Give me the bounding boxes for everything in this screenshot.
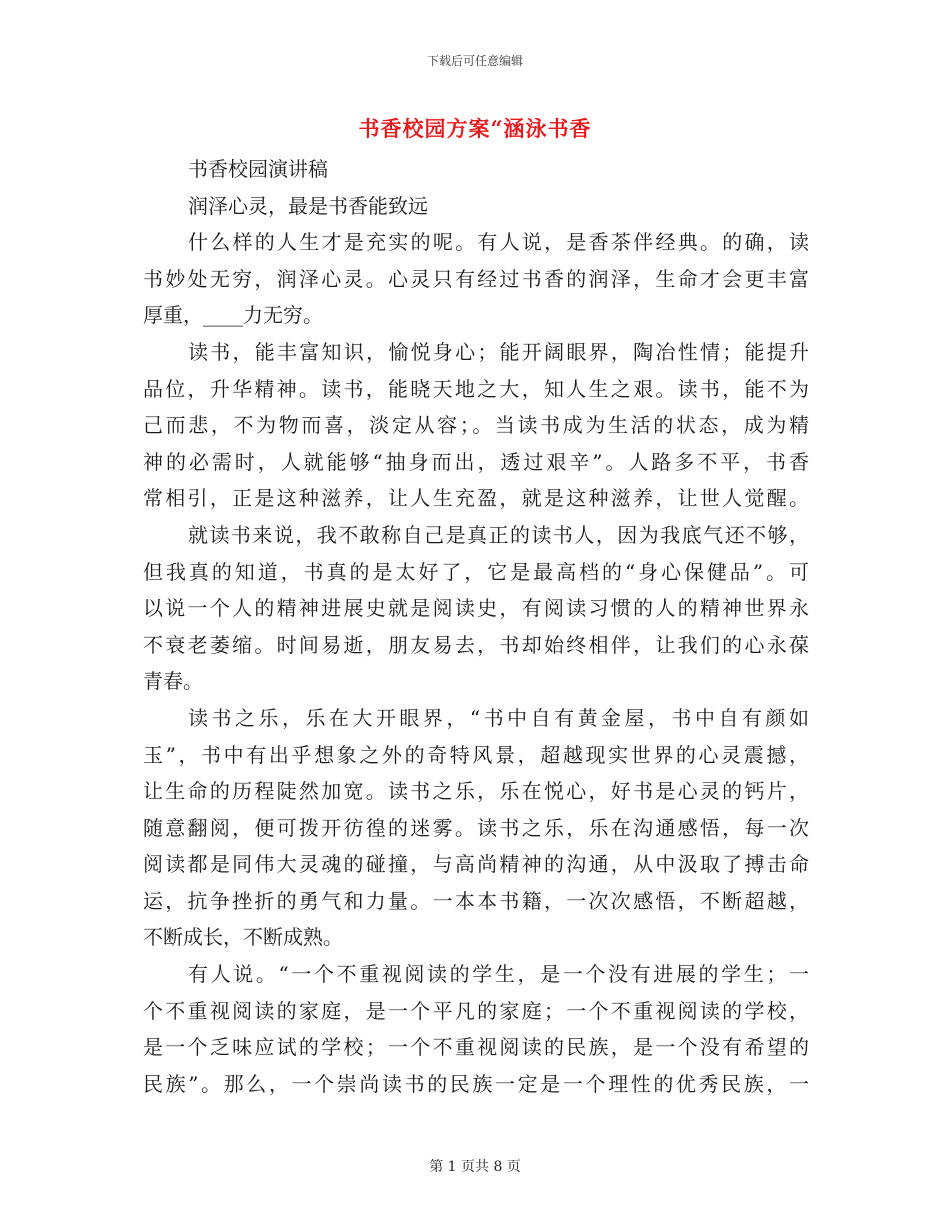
text-line: 但我真的知道，书真的是太好了，它是最高档的“身心保健品”。可	[143, 559, 809, 584]
text-line: 品位，升华精神。读书，能晓天地之大，知人生之艰。读书，能不为	[143, 376, 809, 401]
text-line: 不衰老萎缩。时间易逝，朋友易去，书却始终相伴，让我们的心永葆	[143, 632, 809, 657]
text-line: 厚重，____力无穷。	[143, 303, 323, 328]
text-line: 己而悲，不为物而喜，淡定从容；。当读书成为生活的状态，成为精	[143, 413, 809, 438]
text-line: 民族”。那么，一个崇尚读书的民族一定是一个理性的优秀民族，一	[143, 1071, 809, 1096]
document-body	[143, 151, 809, 1102]
document-title: 书香校园方案“涵泳书香	[358, 116, 592, 141]
text-line: 读书之乐，乐在大开眼界，“书中自有黄金屋，书中自有颜如	[188, 705, 809, 730]
text-line: 运，抗争挫折的勇气和力量。一本本书籍，一次次感悟，不断超越，	[143, 888, 809, 913]
text-line: 书香校园演讲稿	[188, 157, 328, 181]
text-line: 不断成长，不断成熟。	[143, 925, 343, 950]
text-line: 让生命的历程陡然加宽。读书之乐，乐在悦心，好书是心灵的钙片，	[143, 779, 809, 804]
text-line: 青春。	[143, 669, 203, 694]
text-line: 书妙处无穷，润泽心灵。心灵只有经过书香的润泽，生命才会更丰富	[143, 266, 809, 291]
text-line: 以说一个人的精神进展史就是阅读史，有阅读习惯的人的精神世界永	[143, 596, 809, 621]
text-line: 常相引，正是这种滋养，让人生充盈，就是这种滋养，让世人觉醒。	[143, 486, 809, 511]
text-line: 读书，能丰富知识，愉悦身心；能开阔眼界，陶冶性情；能提升	[188, 339, 809, 364]
text-line: 是一个乏味应试的学校；一个不重视阅读的民族，是一个没有希望的	[143, 1035, 809, 1060]
text-line: 个不重视阅读的家庭，是一个平凡的家庭；一个不重视阅读的学校，	[143, 998, 809, 1023]
text-line: 神的必需时，人就能够“抽身而出，透过艰辛”。人路多不平，书香	[143, 449, 809, 474]
text-line: 什么样的人生才是充实的呢。有人说，是香茶伴经典。的确，读	[188, 230, 809, 255]
text-line: 就读书来说，我不敢称自己是真正的读书人，因为我底气还不够，	[188, 522, 809, 547]
page-header-note: 下载后可任意编辑	[426, 54, 523, 68]
text-line: 阅读都是同伟大灵魂的碰撞，与高尚精神的沟通，从中汲取了搏击命	[143, 852, 809, 877]
text-line: 润泽心灵，最是书香能致远	[188, 193, 428, 218]
text-line: 随意翻阅，便可拨开彷徨的迷雾。读书之乐，乐在沟通感悟，每一次	[143, 815, 809, 840]
page-number-footer: 第 1 页共 8 页	[429, 1159, 521, 1175]
text-line: 玉”，书中有出乎想象之外的奇特风景，超越现实世界的心灵震撼，	[143, 742, 809, 767]
text-line: 有人说。“一个不重视阅读的学生，是一个没有进展的学生；一	[188, 962, 809, 987]
